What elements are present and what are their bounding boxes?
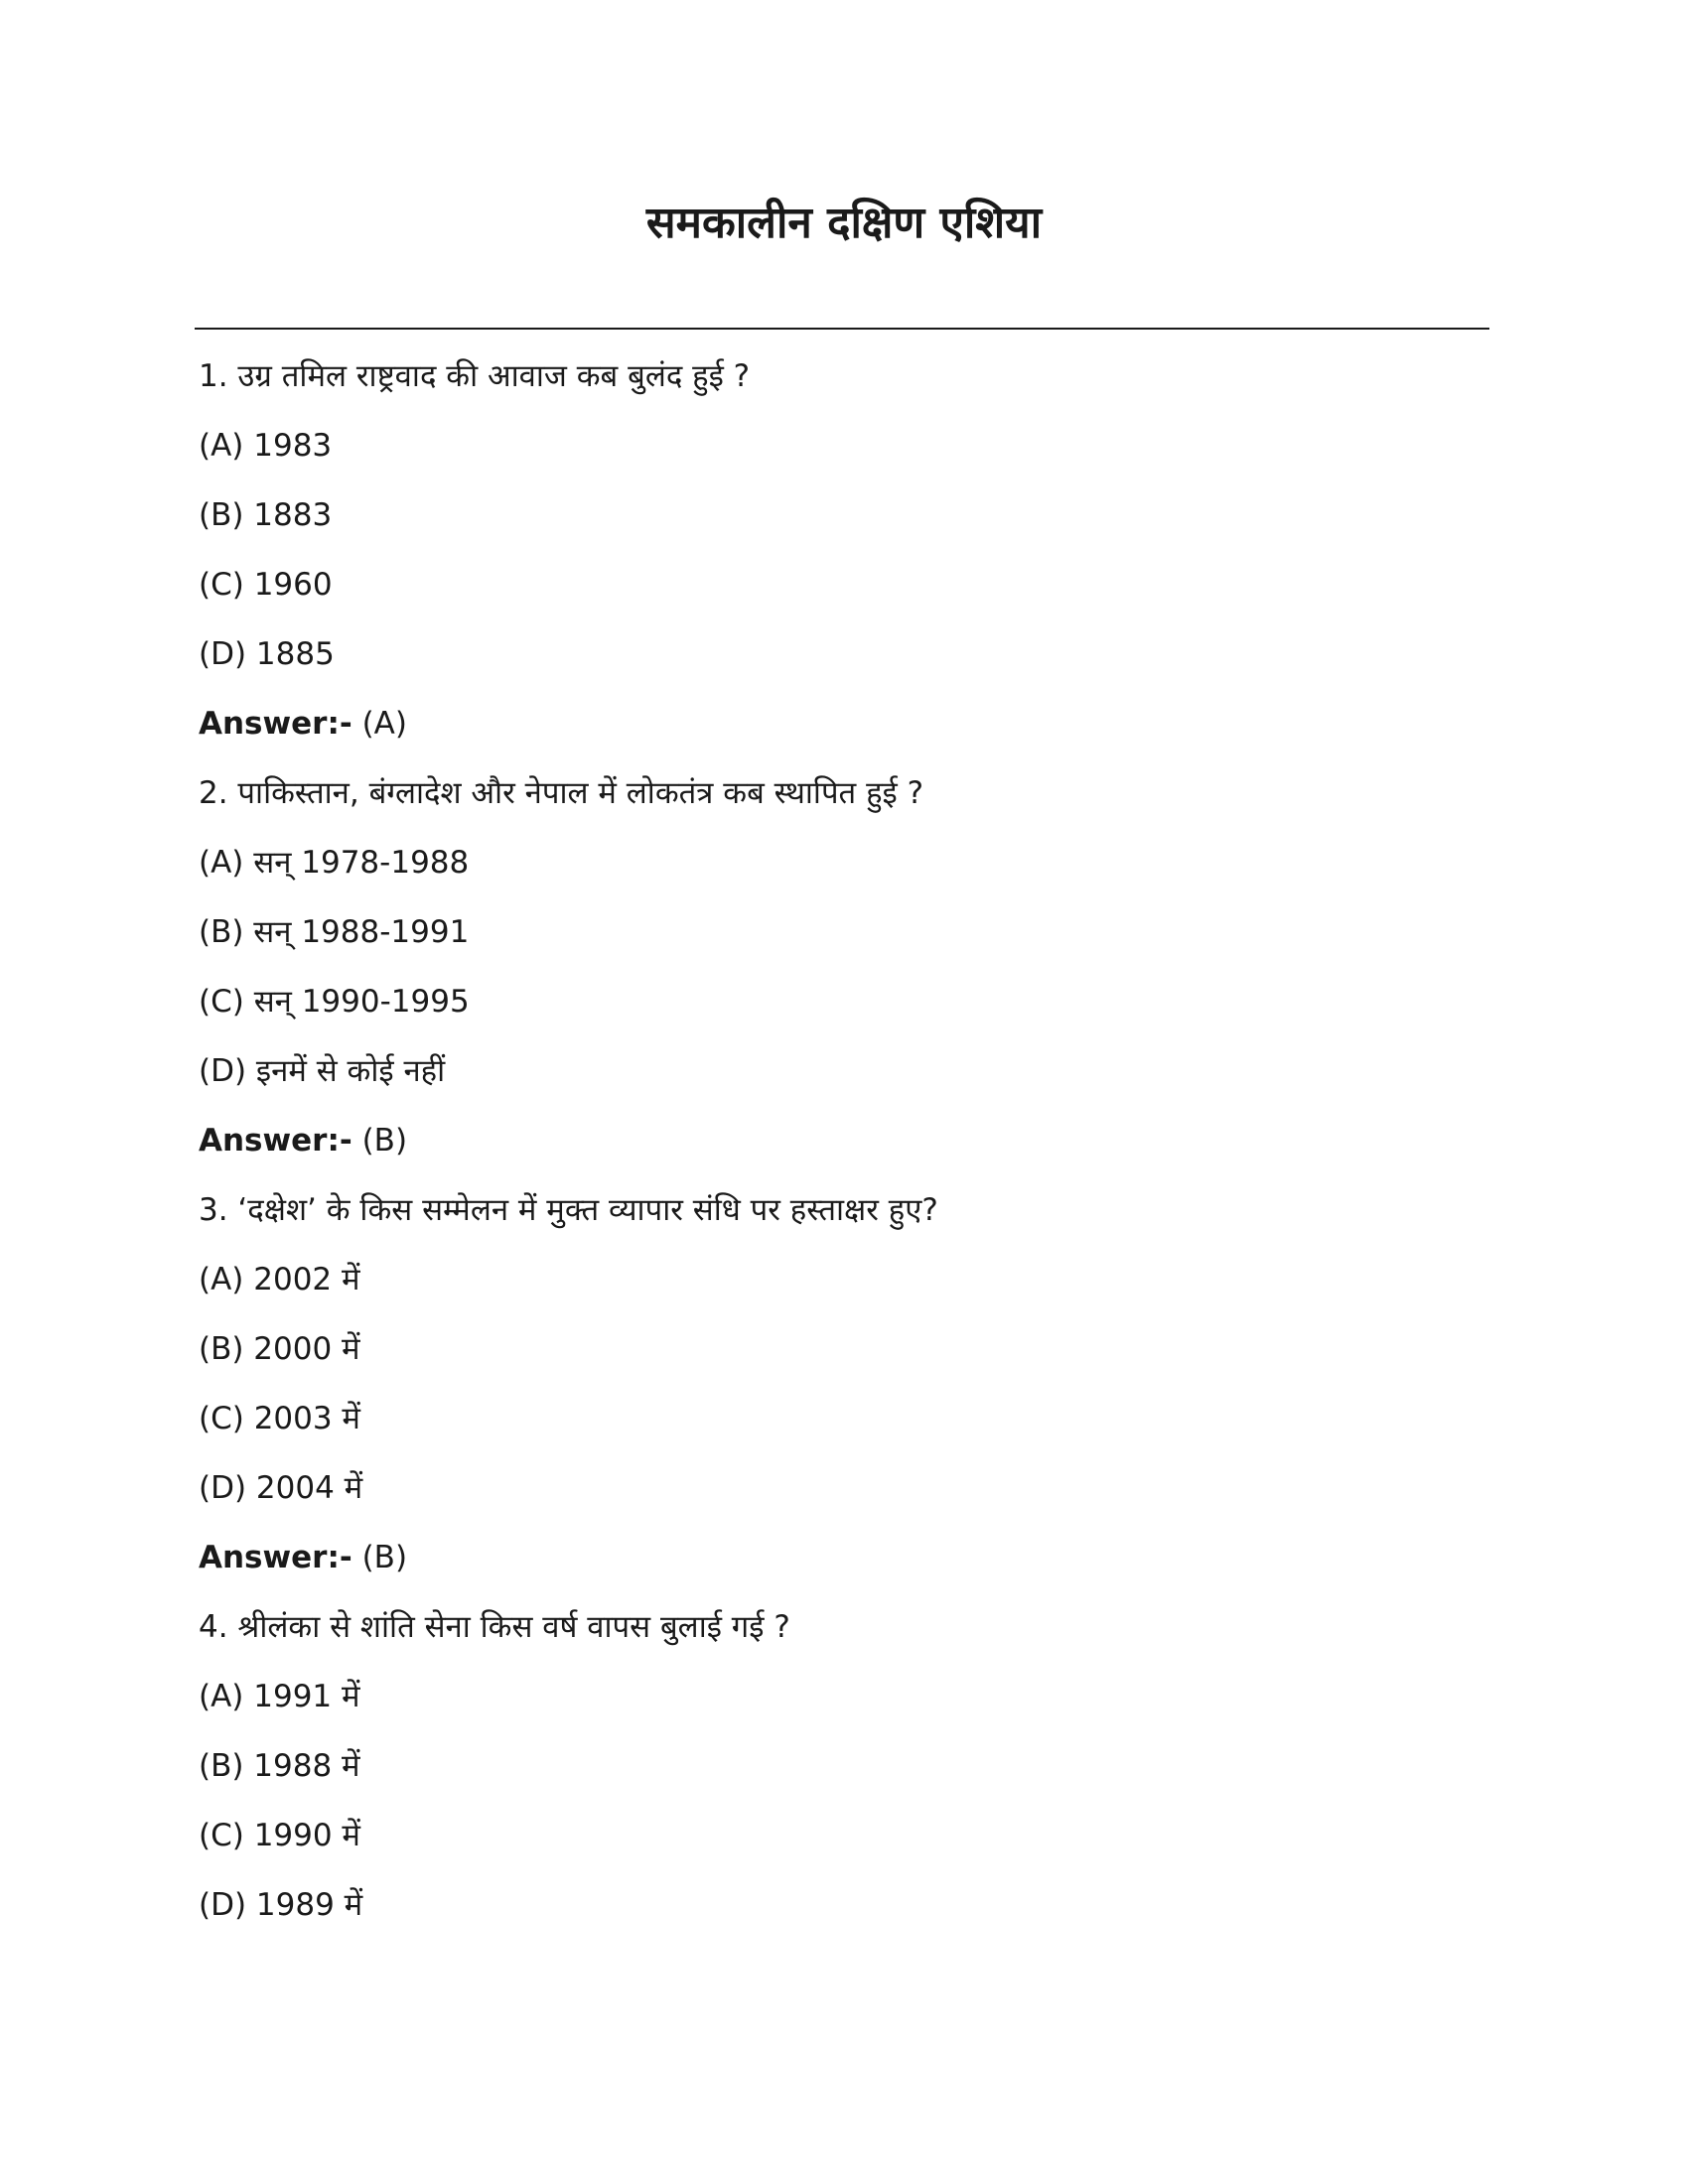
answer-value: (A) — [352, 706, 407, 742]
answer-line — [199, 1534, 1479, 1603]
title-divider — [195, 328, 1489, 330]
option-a: (A) 2002 में — [199, 1262, 360, 1297]
option-c: (C) 2003 में — [199, 1401, 360, 1436]
answer-label: Answer:- — [199, 1540, 352, 1575]
question-text: 3. ‘दक्षेश’ के किस सम्मेलन में मुक्त व्यापार संधि पर हस्ताक्षर हुए? — [199, 1192, 938, 1228]
option-a: (A) सन् 1978-1988 — [199, 845, 470, 881]
option-c: (C) 1990 में — [199, 1818, 360, 1853]
answer-value: (B) — [352, 1540, 408, 1575]
answer-value: (B) — [352, 1123, 408, 1159]
option-b: (B) 1988 में — [199, 1748, 360, 1784]
answer-label: Answer:- — [199, 706, 352, 742]
question-list — [199, 352, 1479, 1951]
answer-label: Answer:- — [199, 1123, 352, 1159]
option-c: (C) 1960 — [199, 567, 333, 603]
option-a: (A) 1983 — [199, 428, 333, 464]
option-d: (D) 2004 में — [199, 1470, 363, 1506]
option-a: (A) 1991 में — [199, 1679, 360, 1714]
answer-line — [199, 1117, 1479, 1186]
page-title: समकालीन दक्षिण एशिया — [645, 198, 1043, 248]
option-b: (B) 1883 — [199, 497, 333, 533]
option-d: (D) 1989 में — [199, 1887, 363, 1923]
option-b: (B) 2000 में — [199, 1331, 360, 1367]
question-text: 2. पाकिस्तान, बंग्लादेश और नेपाल में लोकतंत्र कब स्थापित हुई ? — [199, 775, 924, 811]
option-d: (D) 1885 — [199, 636, 335, 672]
option-c: (C) सन् 1990-1995 — [199, 984, 470, 1020]
option-d: (D) इनमें से कोई नहीं — [199, 1053, 446, 1089]
question-text: 1. उग्र तमिल राष्ट्रवाद की आवाज कब बुलंद हुई ? — [199, 358, 751, 394]
option-b: (B) सन् 1988-1991 — [199, 914, 470, 950]
answer-line — [199, 700, 1479, 769]
question-text: 4. श्रीलंका से शांति सेना किस वर्ष वापस बुलाई गई ? — [199, 1609, 790, 1645]
